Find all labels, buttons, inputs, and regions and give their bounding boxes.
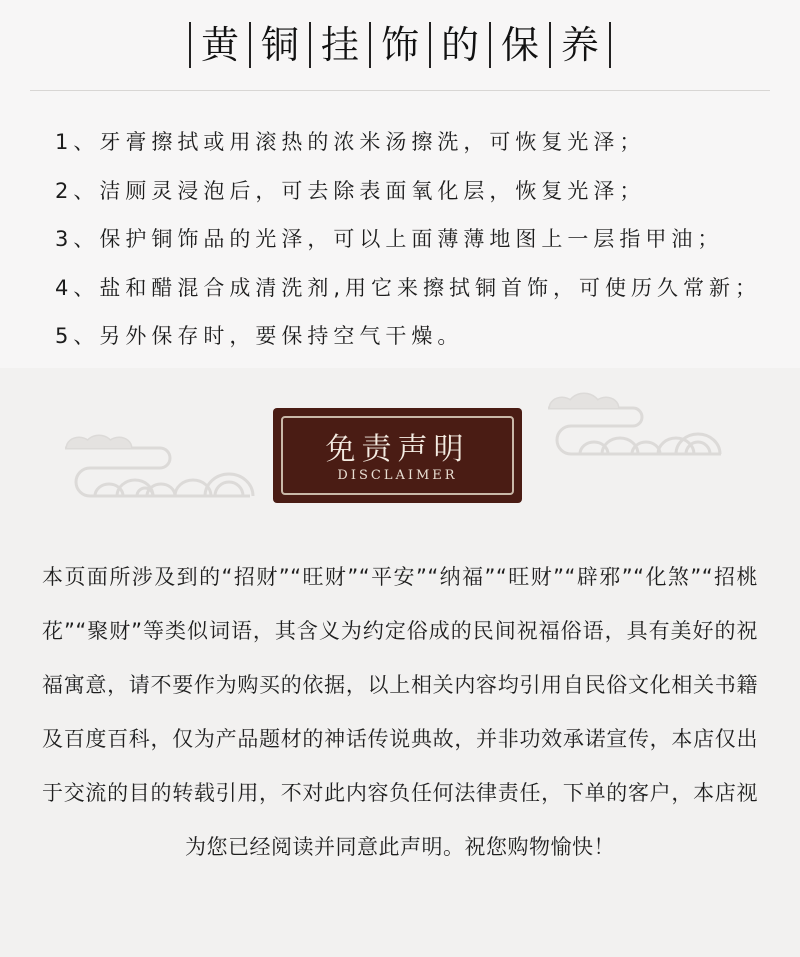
care-list [55, 118, 761, 361]
disclaimer-body: 本页面所涉及到的“招财”“旺财”“平安”“纳福”“旺财”“辟邪”“化煞”“招桃花”“聚财”等类似词语，其含义为约定俗成的民间祝福俗语，具有美好的祝福寓意，请不要作为购买的依据，以上相关内容均引用自民俗文化相关书籍及百度百科，仅为产品题材的神话传说典故，并非功效承诺宣传，本店仅出于交流的目的转载引用，不对此内容负任何法律责任，下单的客户，本店视为您已经阅读并同意此声明。祝您购物愉快！ [42, 565, 758, 859]
care-title-chars [189, 22, 611, 68]
care-item: 5、另外保存时，要保持空气干燥。 [55, 324, 464, 348]
care-item: 3、保护铜饰品的光泽，可以上面薄薄地图上一层指甲油； [55, 227, 724, 251]
care-title-char: 挂 [311, 22, 371, 68]
care-item: 4、盐和醋混合成清洗剂,用它来擦拭铜首饰，可使历久常新； [55, 275, 762, 300]
disclaimer-title: 免责声明 [325, 432, 470, 467]
care-title-char: 黄 [191, 22, 251, 68]
care-item: 1、牙膏擦拭或用滚热的浓米汤擦洗，可恢复光泽； [55, 130, 646, 154]
disclaimer-badge [273, 408, 522, 503]
disclaimer-subtitle: DISCLAIMER [337, 468, 458, 483]
care-section [0, 0, 800, 368]
care-title-char: 饰 [371, 22, 431, 68]
care-title-char: 养 [551, 22, 611, 68]
care-item: 2、洁厕灵浸泡后，可去除表面氧化层，恢复光泽； [55, 178, 646, 203]
cloud-left-icon [55, 418, 260, 503]
title-divider [30, 90, 770, 91]
care-title [0, 22, 800, 68]
disclaimer-section [0, 368, 800, 957]
cloud-right-icon [540, 386, 725, 461]
care-title-char: 的 [431, 22, 491, 68]
care-title-char: 铜 [251, 22, 311, 68]
care-title-char: 保 [491, 22, 551, 68]
